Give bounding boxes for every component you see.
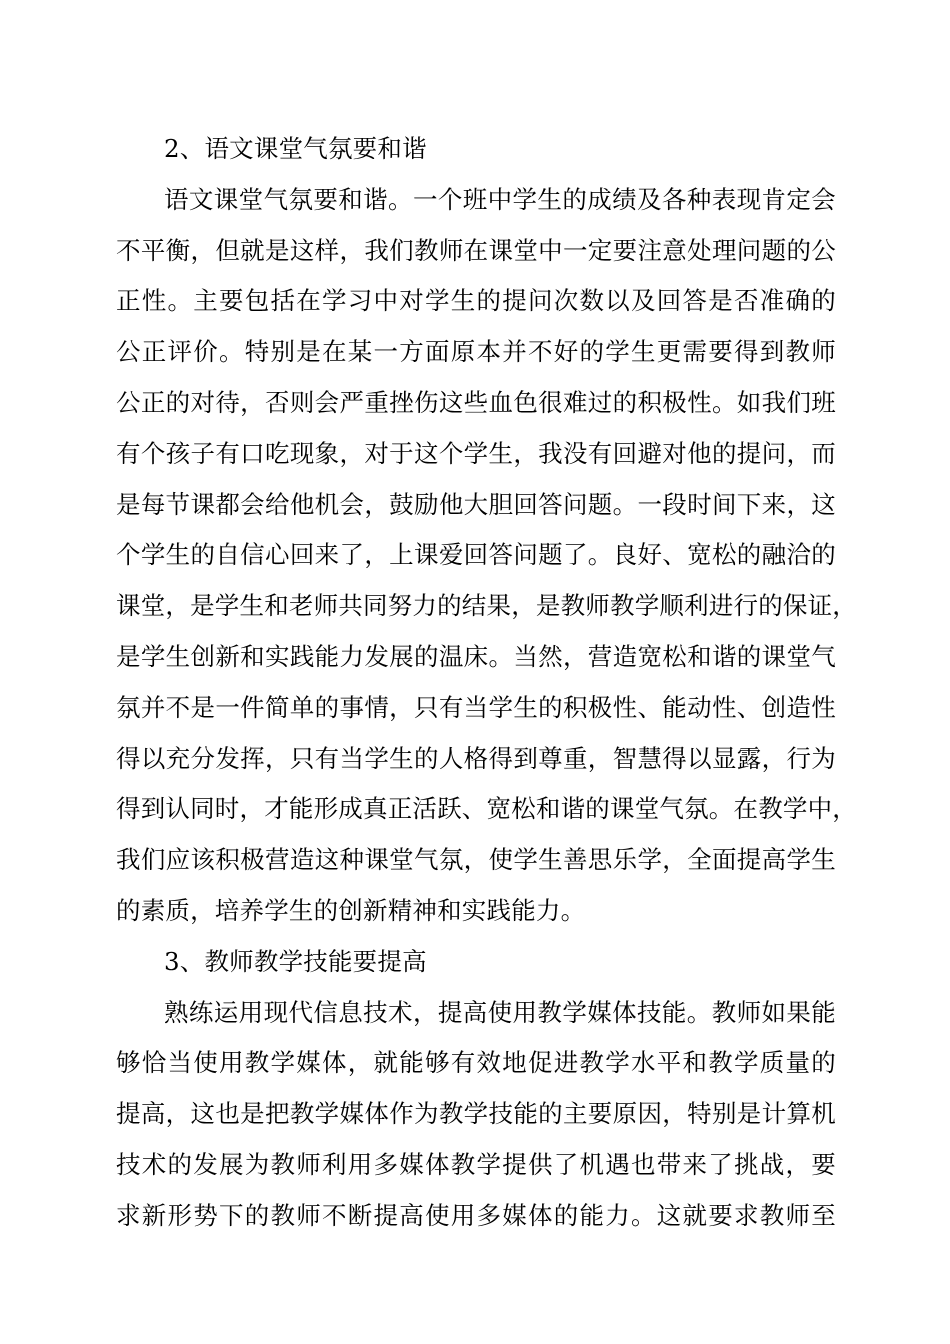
paragraph — [116, 988, 836, 1242]
paragraph-line: 正性。主要包括在学习中对学生的提问次数以及回答是否准确的 — [116, 286, 836, 316]
paragraph-line: 的素质，培养学生的创新精神和实践能力。 — [116, 895, 586, 925]
paragraph-line: 得到认同时，才能形成真正活跃、宽松和谐的课堂气氛。在教学中， — [116, 794, 857, 824]
paragraph-line: 氛并不是一件简单的事情，只有当学生的积极性、能动性、创造性 — [116, 692, 836, 722]
paragraph-line: 是每节课都会给他机会，鼓励他大胆回答问题。一段时间下来，这 — [116, 489, 836, 519]
paragraph-line: 够恰当使用教学媒体，就能够有效地促进教学水平和教学质量的 — [116, 1048, 836, 1078]
document-page — [116, 124, 857, 1242]
paragraph-line: 得以充分发挥，只有当学生的人格得到尊重，智慧得以显露，行为 — [116, 743, 836, 773]
paragraph-line: 课堂，是学生和老师共同努力的结果，是教师教学顺利进行的保证， — [116, 591, 857, 621]
paragraph — [116, 175, 857, 937]
paragraph-line: 我们应该积极营造这种课堂气氛，使学生善思乐学，全面提高学生 — [116, 845, 836, 875]
paragraph-line: 求新形势下的教师不断提高使用多媒体的能力。这就要求教师至 — [116, 1200, 836, 1230]
paragraph-line: 技术的发展为教师利用多媒体教学提供了机遇也带来了挑战，要 — [116, 1149, 836, 1179]
paragraph-line: 是学生创新和实践能力发展的温床。当然，营造宽松和谐的课堂气 — [116, 641, 836, 671]
paragraph-line: 熟练运用现代信息技术，提高使用教学媒体技能。教师如果能 — [164, 997, 836, 1027]
paragraph-line: 个学生的自信心回来了，上课爱回答问题了。良好、宽松的融洽的 — [116, 540, 836, 570]
section-heading: 2、语文课堂气氛要和谐 — [164, 134, 427, 163]
section-heading: 3、教师教学技能要提高 — [164, 946, 427, 976]
paragraph-line: 公正的对待，否则会严重挫伤这些血色很难过的积极性。如我们班 — [116, 387, 836, 417]
paragraph-line: 不平衡，但就是这样，我们教师在课堂中一定要注意处理问题的公 — [116, 235, 836, 265]
paragraph-line: 公正评价。特别是在某一方面原本并不好的学生更需要得到教师 — [116, 337, 836, 367]
paragraph-line: 有个孩子有口吃现象，对于这个学生，我没有回避对他的提问，而 — [116, 438, 836, 468]
paragraph-line: 语文课堂气氛要和谐。一个班中学生的成绩及各种表现肯定会 — [164, 184, 836, 214]
paragraph-line: 提高，这也是把教学媒体作为教学技能的主要原因，特别是计算机 — [116, 1099, 836, 1129]
